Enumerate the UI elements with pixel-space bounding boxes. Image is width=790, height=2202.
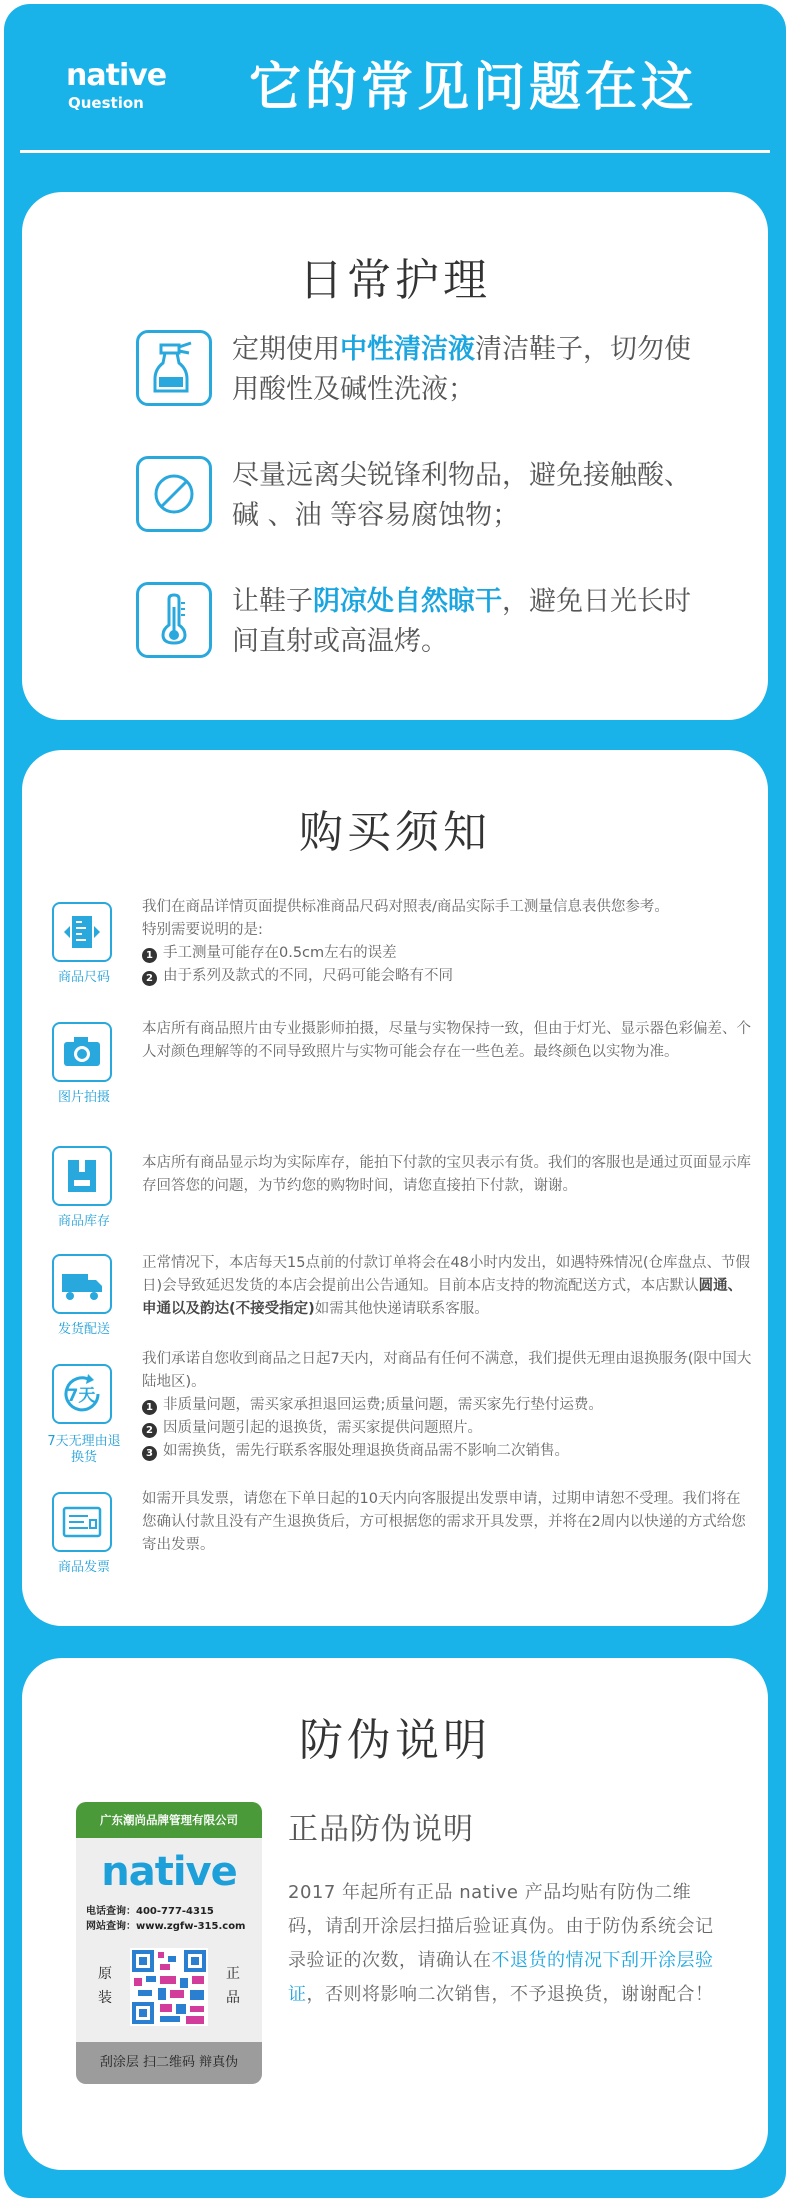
- ruler-icon: [52, 902, 112, 962]
- notice-text-stock: 本店所有商品显示均为实际库存，能拍下付款的宝贝表示有货。我们的客服也是通过页面显示库存回答您的问题，为节约您的购物时间，请您直接拍下付款，谢谢。: [142, 1155, 751, 1194]
- label-company: 广东潮尚品牌管理有限公司: [76, 1802, 262, 1838]
- notice-line: 如需换货，需先行联系客服处理退换货商品需不影响二次销售。: [163, 1443, 569, 1459]
- number-badge: 2: [142, 1423, 157, 1438]
- care-text-post: ，避免日光长时间直射或高温烤。: [232, 586, 691, 657]
- notice-label-invoice: 商品发票: [57, 1560, 110, 1575]
- seven-day-text: 7天: [66, 1386, 96, 1406]
- camera-icon: [52, 1022, 112, 1082]
- notice-line: 我们在商品详情页面提供标准商品尺码对照表/商品实际手工测量信息表供您参考。: [142, 899, 669, 915]
- anticounterfeit-label: [76, 1802, 262, 2084]
- notice-item-shipping: [44, 1248, 756, 1348]
- notice-bold-text: 圆通、申通以及韵达(不接受指定): [142, 1278, 743, 1317]
- label-contact: [86, 1904, 245, 1934]
- qr-code-icon: [130, 1948, 208, 2026]
- notice-numbered-item: [142, 1417, 754, 1440]
- care-text-pre: 定期使用: [232, 334, 340, 365]
- care-text-cleaning: [232, 330, 712, 410]
- header: [4, 4, 786, 154]
- care-text-post: 清洁鞋子，切勿使用酸性及碱性洗液；: [232, 334, 691, 405]
- brand-logo: [66, 60, 166, 112]
- notice-numbered-item: [142, 1394, 754, 1417]
- notice-text-shipping: [142, 1252, 754, 1321]
- notice-text-invoice: 如需开具发票，请您在下单日起的10天内向客服提出发票申请，过期申请恕不受理。我们将在您确认付款且没有产生退换货后，方可根据您的需求开具发票，并将在2周内以快递的方式给您寄出发票。: [142, 1491, 746, 1553]
- label-left-text: 原装: [98, 1966, 112, 2006]
- notice-card: [22, 750, 768, 1626]
- care-text-pre: 让鞋子: [232, 586, 313, 617]
- notice-line: 我们承诺自您收到商品之日起7天内，对商品有任何不满意，我们提供无理由退换服务(限中国大陆地区)。: [142, 1351, 752, 1390]
- care-text-highlight: 中性清洁液: [340, 334, 475, 365]
- notice-label-stock: 商品库存: [57, 1214, 110, 1229]
- care-item-cleaning: [136, 330, 736, 420]
- anticounterfeit-body-part: 2017 年起所有正品 native 产品均贴有防伪二维码，请刮开涂层扫描后验证真伪。由于防伪系统会记录验证的次数，请确认在: [288, 1882, 714, 1971]
- notice-item-invoice: [44, 1486, 756, 1586]
- notice-item-photo: [44, 1016, 756, 1116]
- notice-text-photo: 本店所有商品照片由专业摄影师拍摄，尽量与实物保持一致，但由于灯光、显示器色彩偏差、个人对颜色理解等的不同导致照片与实物可能会存在一些色差。最终颜色以实物为准。: [142, 1021, 751, 1060]
- notice-numbered-item: [142, 965, 754, 988]
- notice-item-size: [44, 896, 756, 996]
- anticounterfeit-body-part: ，否则将影响二次销售，不予退换货，谢谢配合！: [306, 1984, 714, 2005]
- anticounterfeit-highlight: 不退货的情况下刮开涂层验证: [288, 1950, 714, 2005]
- spray-bottle-icon: [136, 330, 212, 406]
- notice-line: 手工测量可能存在0.5cm左右的误差: [163, 945, 397, 961]
- care-item-avoid: [136, 456, 736, 546]
- notice-line: 特别需要说明的是:: [142, 922, 263, 938]
- care-text-highlight: 阴凉处自然晾干: [313, 586, 502, 617]
- care-text-avoid: 尽量远离尖锐锋利物品，避免接触酸、碱 、油 等容易腐蚀物；: [232, 460, 691, 531]
- notice-item-return: [44, 1351, 756, 1465]
- label-right-text: 正品: [226, 1966, 240, 2006]
- page-frame: [4, 4, 786, 2198]
- anticounterfeit-subtitle: 正品防伪说明: [288, 1812, 474, 1847]
- page-title: 它的常见问题在这: [249, 58, 698, 118]
- label-brand: native: [101, 1849, 237, 1895]
- seven-day-return-icon: [52, 1364, 112, 1424]
- notice-item-stock: [44, 1140, 756, 1240]
- number-badge: 1: [142, 1400, 157, 1415]
- anticounterfeit-body: [288, 1876, 728, 2012]
- brand-name: native: [66, 58, 167, 93]
- care-text-drying: [232, 582, 712, 662]
- brand-sub: Question: [68, 94, 144, 112]
- notice-text-return: [142, 1348, 754, 1463]
- label-footer: 刮涂层 扫二维码 辩真伪: [76, 2042, 262, 2084]
- anticounterfeit-title: 防伪说明: [299, 1715, 491, 1766]
- anticounterfeit-card: [22, 1658, 768, 2170]
- notice-line: 如需其他快递请联系客服。: [314, 1301, 489, 1317]
- notice-text-size: [142, 896, 754, 988]
- notice-label-return: 7天无理由退换货: [47, 1434, 121, 1465]
- prohibited-icon: [136, 456, 212, 532]
- care-title: 日常护理: [299, 255, 491, 306]
- invoice-icon: [52, 1492, 112, 1552]
- notice-line: 因质量问题引起的退换货，需买家提供问题照片。: [163, 1420, 482, 1436]
- notice-label-shipping: 发货配送: [57, 1322, 110, 1337]
- notice-label-photo: 图片拍摄: [57, 1090, 110, 1105]
- number-badge: 2: [142, 971, 157, 986]
- notice-label-size: 商品尺码: [57, 970, 110, 985]
- care-item-drying: [136, 582, 736, 672]
- truck-icon: [52, 1254, 112, 1314]
- box-icon: [52, 1146, 112, 1206]
- care-card: [22, 192, 768, 720]
- notice-line: 非质量问题，需买家承担退回运费;质量问题，需买家先行垫付运费。: [163, 1397, 603, 1413]
- notice-title: 购买须知: [299, 807, 491, 858]
- number-badge: 1: [142, 948, 157, 963]
- label-site: 网站查询：www.zgfw-315.com: [86, 1921, 246, 1932]
- notice-numbered-item: [142, 942, 754, 965]
- label-phone: 电话查询：400-777-4315: [86, 1906, 214, 1917]
- thermometer-icon: [136, 582, 212, 658]
- notice-numbered-item: [142, 1440, 754, 1463]
- notice-line: 由于系列及款式的不同，尺码可能会略有不同: [163, 968, 453, 984]
- header-divider: [20, 150, 770, 153]
- number-badge: 3: [142, 1446, 157, 1461]
- notice-line: 正常情况下，本店每天15点前的付款订单将会在48小时内发出，如遇特殊情况(仓库盘点、节假日)会导致延迟发货的本店会提前出公告通知。目前本店支持的物流配送方式，本店默认: [142, 1255, 751, 1294]
